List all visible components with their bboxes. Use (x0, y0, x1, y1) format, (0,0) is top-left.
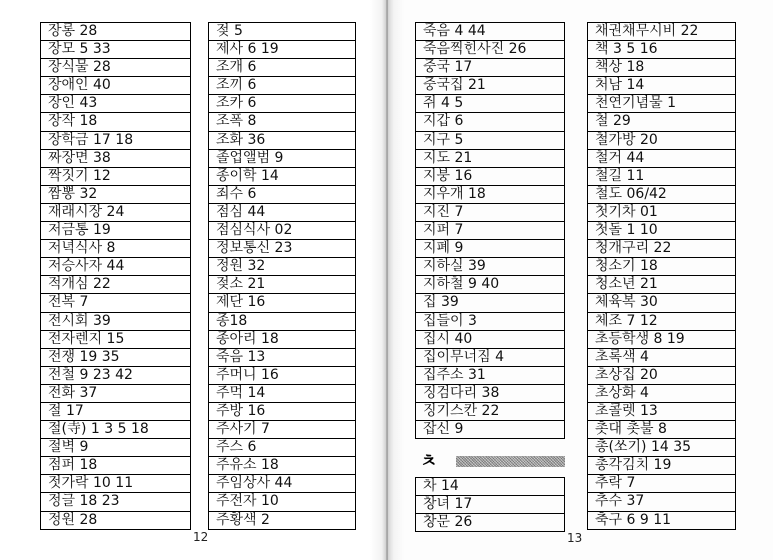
index-entry: 책 3 5 16 (587, 41, 736, 59)
index-entry: 지구 5 (415, 132, 565, 150)
index-entry: 징기스칸 22 (415, 403, 565, 421)
index-entry: 정원 28 (40, 512, 191, 530)
entry-list (415, 477, 565, 532)
section-letter: ㅊ (420, 451, 438, 473)
index-entry: 재래시장 24 (40, 204, 191, 222)
index-entry: 집들이 3 (415, 313, 565, 331)
index-entry: 정글 18 23 (40, 493, 191, 511)
index-entry: 촛대 촛불 8 (587, 421, 736, 439)
index-entry: 조폭 8 (208, 113, 356, 131)
index-entry: 절 17 (40, 403, 191, 421)
index-entry: 주방 16 (208, 403, 356, 421)
index-entry: 주전자 10 (208, 493, 356, 511)
index-entry: 주사기 7 (208, 421, 356, 439)
index-entry: 집이무너짐 4 (415, 349, 565, 367)
index-entry: 저녁식사 8 (40, 240, 191, 258)
index-entry: 지도 21 (415, 150, 565, 168)
index-entry: 창녀 17 (415, 496, 565, 514)
section-divider-bar (456, 456, 565, 467)
index-entry: 집 39 (415, 294, 565, 312)
index-entry: 철도 06/42 (587, 186, 736, 204)
index-entry: 절(寺) 1 3 5 18 (40, 421, 191, 439)
index-entry: 초콜렛 13 (587, 403, 736, 421)
index-entry: 저승사자 44 (40, 258, 191, 276)
index-entry: 정원 32 (208, 258, 356, 276)
index-entry: 점심식사 02 (208, 222, 356, 240)
index-entry: 철길 11 (587, 168, 736, 186)
index-entry: 조끼 6 (208, 77, 356, 95)
index-entry: 책상 18 (587, 59, 736, 77)
index-column (208, 22, 356, 530)
index-entry: 지갑 6 (415, 113, 565, 131)
index-entry: 지붕 16 (415, 168, 565, 186)
index-entry: 체육복 30 (587, 294, 736, 312)
index-entry: 초상집 20 (587, 367, 736, 385)
index-entry: 총(쏘기) 14 35 (587, 439, 736, 457)
index-entry: 청소년 21 (587, 276, 736, 294)
index-entry: 지퍼 7 (415, 222, 565, 240)
entry-list (587, 22, 736, 530)
index-entry: 장식물 28 (40, 59, 191, 77)
page-number: 12 (193, 530, 209, 544)
index-entry: 전화 37 (40, 385, 191, 403)
index-entry: 점심 44 (208, 204, 356, 222)
index-page-right (387, 0, 773, 560)
index-entry: 짬뽕 32 (40, 186, 191, 204)
index-entry: 죄수 6 (208, 186, 356, 204)
index-entry: 천연기념물 1 (587, 95, 736, 113)
index-column (40, 22, 191, 530)
index-entry: 철가방 20 (587, 132, 736, 150)
index-entry: 주먹 14 (208, 385, 356, 403)
index-entry: 조개 6 (208, 59, 356, 77)
entry-list (208, 22, 356, 530)
index-entry: 조화 36 (208, 132, 356, 150)
index-entry: 청개구리 22 (587, 240, 736, 258)
index-entry: 초록색 4 (587, 349, 736, 367)
index-entry: 첫기차 01 (587, 204, 736, 222)
index-entry: 종이학 14 (208, 168, 356, 186)
index-entry: 전복 7 (40, 294, 191, 312)
index-entry: 전자렌지 15 (40, 331, 191, 349)
index-entry: 철거 44 (587, 150, 736, 168)
index-entry: 축구 6 9 11 (587, 512, 736, 530)
index-entry: 주유소 18 (208, 457, 356, 475)
index-entry: 총각김치 19 (587, 457, 736, 475)
index-entry: 징검다리 38 (415, 385, 565, 403)
index-entry: 장인 43 (40, 95, 191, 113)
index-entry: 첫돌 1 10 (587, 222, 736, 240)
index-entry: 조카 6 (208, 95, 356, 113)
index-entry: 죽음찍힌사진 26 (415, 41, 565, 59)
index-entry: 제단 16 (208, 294, 356, 312)
index-entry: 추락 7 (587, 475, 736, 493)
index-entry: 체조 7 12 (587, 313, 736, 331)
index-entry: 짝짓기 12 (40, 168, 191, 186)
index-entry: 채권채무시비 22 (587, 23, 736, 41)
index-entry: 주황색 2 (208, 512, 356, 530)
index-entry: 젖 5 (208, 23, 356, 41)
index-entry: 점퍼 18 (40, 457, 191, 475)
index-entry: 짜장면 38 (40, 150, 191, 168)
index-entry: 장학금 17 18 (40, 132, 191, 150)
page-number: 13 (567, 531, 583, 545)
index-entry: 젖소 21 (208, 276, 356, 294)
index-entry: 중국집 21 (415, 77, 565, 95)
index-entry: 주임상사 44 (208, 475, 356, 493)
index-column (587, 22, 736, 530)
index-entry: 집시 40 (415, 331, 565, 349)
index-entry: 집주소 31 (415, 367, 565, 385)
index-entry: 제사 6 19 (208, 41, 356, 59)
index-entry: 잡신 9 (415, 421, 565, 439)
index-entry: 차 14 (415, 478, 565, 496)
index-entry: 초등학생 8 19 (587, 331, 736, 349)
index-entry: 초상화 4 (587, 385, 736, 403)
index-entry: 추수 37 (587, 493, 736, 511)
index-entry: 전철 9 23 42 (40, 367, 191, 385)
index-entry: 쥐 4 5 (415, 95, 565, 113)
index-entry: 종18 (208, 313, 356, 331)
index-entry: 졸업앨범 9 (208, 150, 356, 168)
entry-list (415, 22, 565, 439)
index-entry: 정보통신 23 (208, 240, 356, 258)
entry-list (40, 22, 191, 530)
index-entry: 지우개 18 (415, 186, 565, 204)
index-column (415, 22, 565, 532)
index-entry: 주스 6 (208, 439, 356, 457)
index-entry: 죽음 4 44 (415, 23, 565, 41)
index-entry: 창문 26 (415, 514, 565, 532)
index-entry: 장모 5 33 (40, 41, 191, 59)
index-entry: 장롱 28 (40, 23, 191, 41)
index-entry: 지하철 9 40 (415, 276, 565, 294)
index-entry: 청소기 18 (587, 258, 736, 276)
index-entry: 장애인 40 (40, 77, 191, 95)
index-entry: 지폐 9 (415, 240, 565, 258)
index-entry: 지진 7 (415, 204, 565, 222)
index-entry: 절벽 9 (40, 439, 191, 457)
index-entry: 저금통 19 (40, 222, 191, 240)
index-entry: 철 29 (587, 113, 736, 131)
index-entry: 중국 17 (415, 59, 565, 77)
index-entry: 처남 14 (587, 77, 736, 95)
index-entry: 종아리 18 (208, 331, 356, 349)
index-entry: 젓가락 10 11 (40, 475, 191, 493)
section-heading (415, 453, 565, 473)
index-entry: 지하실 39 (415, 258, 565, 276)
index-entry: 적개심 22 (40, 276, 191, 294)
index-entry: 장작 18 (40, 113, 191, 131)
index-entry: 주머니 16 (208, 367, 356, 385)
index-entry: 전시회 39 (40, 313, 191, 331)
index-entry: 죽음 13 (208, 349, 356, 367)
index-entry: 전쟁 19 35 (40, 349, 191, 367)
